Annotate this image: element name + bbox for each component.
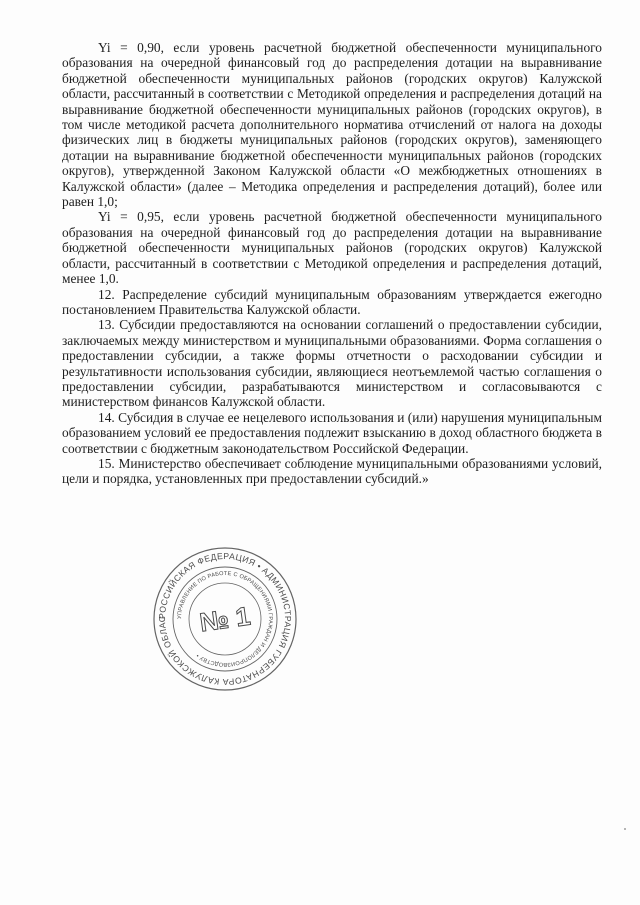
paragraph-yi-095: Yi = 0,95, если уровень расчетной бюджетной обеспеченности муниципального образования на очередной финансовый год до распределения дотации на выравнивание бюджетной обеспеченности муниципальных районов (городских округов) Калужской области, рассчитанный в соответствии с Методикой определения и распределения дотаций, менее 1,0. bbox=[62, 209, 602, 287]
official-seal bbox=[150, 544, 300, 694]
seal-graphic bbox=[150, 544, 300, 694]
paragraph-item-13: 13. Субсидии предоставляются на основании соглашений о предоставлении субсидии, заключаемых между министерством и муниципальными образованиями. Форма соглашения о предоставлении субсидии, а также формы отчетности о расходовании субсидии и результативности использования субсидии, являющиеся неотъемлемой частью соглашения о предоставлении субсидии, разрабатываются министерством и согласовываются с министерством финансов Калужской области. bbox=[62, 317, 602, 410]
paragraph-item-15: 15. Министерство обеспечивает соблюдение муниципальными образованиями условий, цели и порядка, установленных при предоставлении субсидий.» bbox=[62, 455, 602, 487]
paragraph-item-12: 12. Распределение субсидий муниципальным образованиям утверждается ежегодно постановлением Правительства Калужской области. bbox=[62, 286, 602, 317]
seal-number: № 1 bbox=[197, 600, 253, 638]
seal-outer-text: РОССИЙСКАЯ ФЕДЕРАЦИЯ • АДМИНИСТРАЦИЯ ГУБЕРНАТОРА КАЛУЖСКОЙ ОБЛАС bbox=[156, 550, 294, 688]
paragraph-item-14: 14. Субсидия в случае ее нецелевого использования и (или) нарушения муниципальным образованием условий ее предоставления подлежит взысканию в доход областного бюджета в соответствии с бюджетным законодательством Российской Федерации. bbox=[62, 409, 602, 456]
seal-inner-text: УПРАВЛЕНИЕ ПО РАБОТЕ С ОБРАЩЕНИЯМИ ГРАЖДАН И ДЕЛОПРОИЗВОДСТВУ • bbox=[176, 570, 274, 668]
scan-dot bbox=[624, 828, 626, 830]
document-body bbox=[62, 40, 602, 487]
paragraph-yi-090: Yi = 0,90, если уровень расчетной бюджетной обеспеченности муниципального образования на очередной финансовый год до распределения дотации на выравнивание бюджетной обеспеченности муниципальных районов (городских округов) Калужской области, рассчитанный в соответствии с Методикой определения и распределения дотаций на выравнивание бюджетной обеспеченности муниципальных районов (городских округов), в том числе методикой расчета дополнительного норматива отчислений от налога на доходы физических лиц в бюджеты муниципальных районов (городских округов), заменяющего дотации на выравнивание бюджетной обеспеченности муниципальных районов (городских округов), утвержденной Законом Калужской области «О межбюджетных отношениях в Калужской области» (далее – Методика определения и распределения дотаций), более или равен 1,0; bbox=[62, 40, 602, 210]
